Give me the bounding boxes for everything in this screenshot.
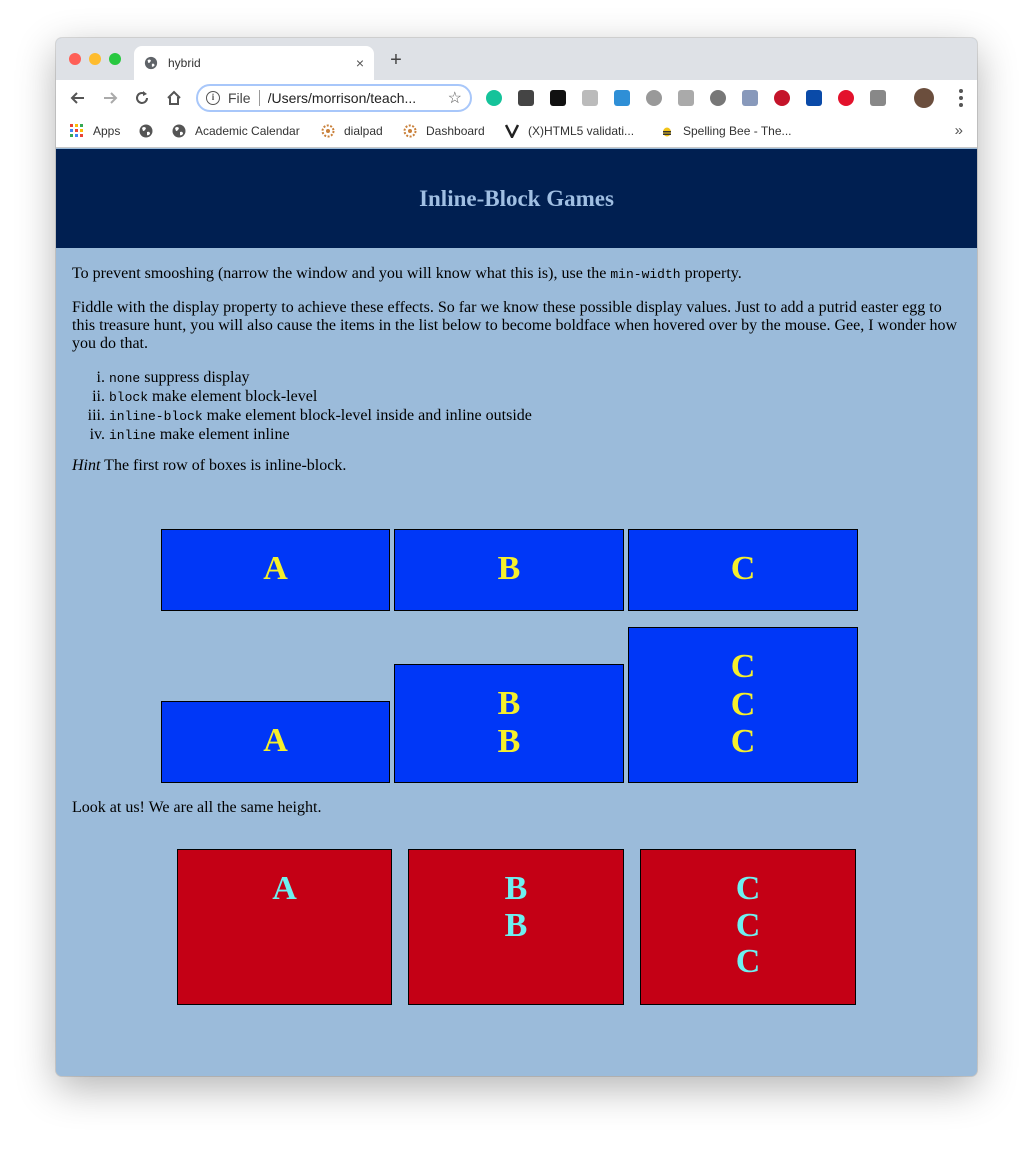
list-item <box>72 426 932 445</box>
box-letter: B <box>504 870 528 907</box>
bookmark-globe[interactable] <box>139 124 162 138</box>
extension-icon[interactable] <box>518 90 534 106</box>
address-url[interactable]: /Users/morrison/teach... <box>267 90 417 106</box>
row1-box-c <box>628 529 858 611</box>
browser-window <box>56 38 977 1076</box>
list-item <box>72 407 932 426</box>
display-value-code: inline <box>109 428 156 443</box>
close-window-button[interactable] <box>69 53 81 65</box>
bookmark-label: dialpad <box>344 124 383 138</box>
fiddle-paragraph: Fiddle with the display property to achieve these effects. So far we know these possible display values. Just to add a putrid easter egg to this treasure hunt, you will also cause the items in the list below to become boldface when hovered over by the mouse. Gee, I wonder how you do that. <box>72 299 958 352</box>
box-letter: B <box>497 550 521 587</box>
box-letter: B <box>497 722 521 760</box>
list-item <box>72 369 932 388</box>
key-extension-icon[interactable] <box>614 90 630 106</box>
menu-icon[interactable] <box>959 89 963 107</box>
box-letter: B <box>497 685 521 722</box>
att-extension-icon[interactable] <box>646 90 662 106</box>
box-letter: A <box>263 550 288 587</box>
maximize-window-button[interactable] <box>109 53 121 65</box>
list-number: iii. <box>87 407 105 424</box>
es-extension-icon[interactable] <box>678 90 694 106</box>
address-separator <box>259 90 260 106</box>
help-extension-icon[interactable] <box>582 90 598 106</box>
gear-icon <box>403 124 417 138</box>
tab-hybrid[interactable] <box>134 46 374 80</box>
page-title: Inline-Block Games <box>419 186 614 211</box>
bookmark-label: Academic Calendar <box>195 124 300 138</box>
row2-box-a <box>161 701 390 783</box>
box-letter: C <box>730 723 756 760</box>
bookmark-spelling-bee[interactable] <box>660 124 792 138</box>
display-value-desc: make element block-level <box>148 388 318 405</box>
tab-strip <box>56 38 977 80</box>
tab-title: hybrid <box>168 56 201 70</box>
box-letter: C <box>730 685 756 723</box>
bookmark-academic-calendar[interactable] <box>172 124 300 138</box>
bookmarks-bar <box>56 116 977 148</box>
info-icon[interactable]: i <box>206 91 220 105</box>
globe-icon <box>172 124 186 138</box>
display-value-desc: suppress display <box>140 369 250 386</box>
close-tab-icon[interactable]: × <box>355 55 364 71</box>
intro-text-end: property. <box>680 265 742 282</box>
row1-box-a <box>161 529 390 611</box>
address-bar[interactable] <box>196 84 472 112</box>
vimium-extension-icon[interactable] <box>550 90 566 106</box>
globe-icon <box>144 56 158 70</box>
min-width-code: min-width <box>610 267 681 282</box>
list-number: i. <box>96 369 105 386</box>
home-icon[interactable] <box>164 88 184 108</box>
list-item <box>72 388 932 407</box>
reload-icon[interactable] <box>132 88 152 108</box>
hint-label: Hint <box>72 457 101 474</box>
circle-extension-icon[interactable] <box>710 90 726 106</box>
bookmark-label: (X)HTML5 validati... <box>528 124 635 138</box>
bookmark-html5-validator[interactable] <box>505 124 634 138</box>
display-value-code: none <box>109 371 141 386</box>
row3-box-a <box>177 849 392 1005</box>
apps-grid-icon <box>70 124 84 138</box>
list-number: ii. <box>92 388 105 405</box>
printer-extension-icon[interactable] <box>742 90 758 106</box>
box-letter: A <box>263 722 288 759</box>
page-banner <box>56 149 977 248</box>
display-values-list <box>72 369 932 445</box>
new-tab-button[interactable]: + <box>390 49 402 71</box>
box-letter: C <box>730 648 756 685</box>
display-value-code: block <box>109 390 149 405</box>
back-icon[interactable] <box>68 88 88 108</box>
box-letter: C <box>735 906 761 944</box>
validator-icon <box>505 124 519 138</box>
minimize-window-button[interactable] <box>89 53 101 65</box>
display-value-code: inline-block <box>109 409 203 424</box>
chat-extension-icon[interactable] <box>806 90 822 106</box>
box-letter: C <box>735 870 761 907</box>
intro-paragraph <box>72 265 962 284</box>
address-scheme-label: File <box>228 90 251 106</box>
play-extension-icon[interactable] <box>774 90 790 106</box>
bookmark-dialpad[interactable] <box>321 124 383 138</box>
row1-box-b <box>394 529 624 611</box>
box-letter: C <box>730 550 756 587</box>
row2-box-b <box>394 664 624 783</box>
box-extension-icon[interactable] <box>870 90 886 106</box>
stop-extension-icon[interactable] <box>838 90 854 106</box>
row3-box-c <box>640 849 856 1005</box>
bookmark-star-icon[interactable]: ☆ <box>447 90 462 107</box>
bookmark-label: Dashboard <box>426 124 485 138</box>
hint-text: The first row of boxes is inline-block. <box>100 457 347 474</box>
forward-icon[interactable] <box>100 88 120 108</box>
row3-box-b <box>408 849 624 1005</box>
display-value-desc: make element inline <box>155 426 290 443</box>
page-content <box>56 149 977 1076</box>
row2-box-c <box>628 627 858 783</box>
bookmark-label: Spelling Bee - The... <box>683 124 792 138</box>
bookmark-apps[interactable] <box>70 124 120 138</box>
same-height-paragraph: Look at us! We are all the same height. <box>72 799 322 816</box>
hint-paragraph <box>72 457 962 475</box>
bookmark-dashboard[interactable] <box>403 124 485 138</box>
intro-text: To prevent smooshing (narrow the window and you will know what this is), use the <box>72 265 611 282</box>
bookmarks-overflow-button[interactable]: » <box>954 122 963 139</box>
grammarly-extension-icon[interactable] <box>486 90 502 106</box>
gear-icon <box>321 124 335 138</box>
bookmark-label: Apps <box>93 124 121 138</box>
bee-icon <box>660 124 674 138</box>
globe-icon <box>139 124 153 138</box>
browser-toolbar <box>56 80 977 116</box>
avatar[interactable] <box>914 88 934 108</box>
box-letter: B <box>504 906 528 944</box>
box-letter: C <box>735 943 761 981</box>
display-value-desc: make element block-level inside and inline outside <box>202 407 532 424</box>
box-letter: A <box>272 870 297 907</box>
list-number: iv. <box>89 426 105 443</box>
